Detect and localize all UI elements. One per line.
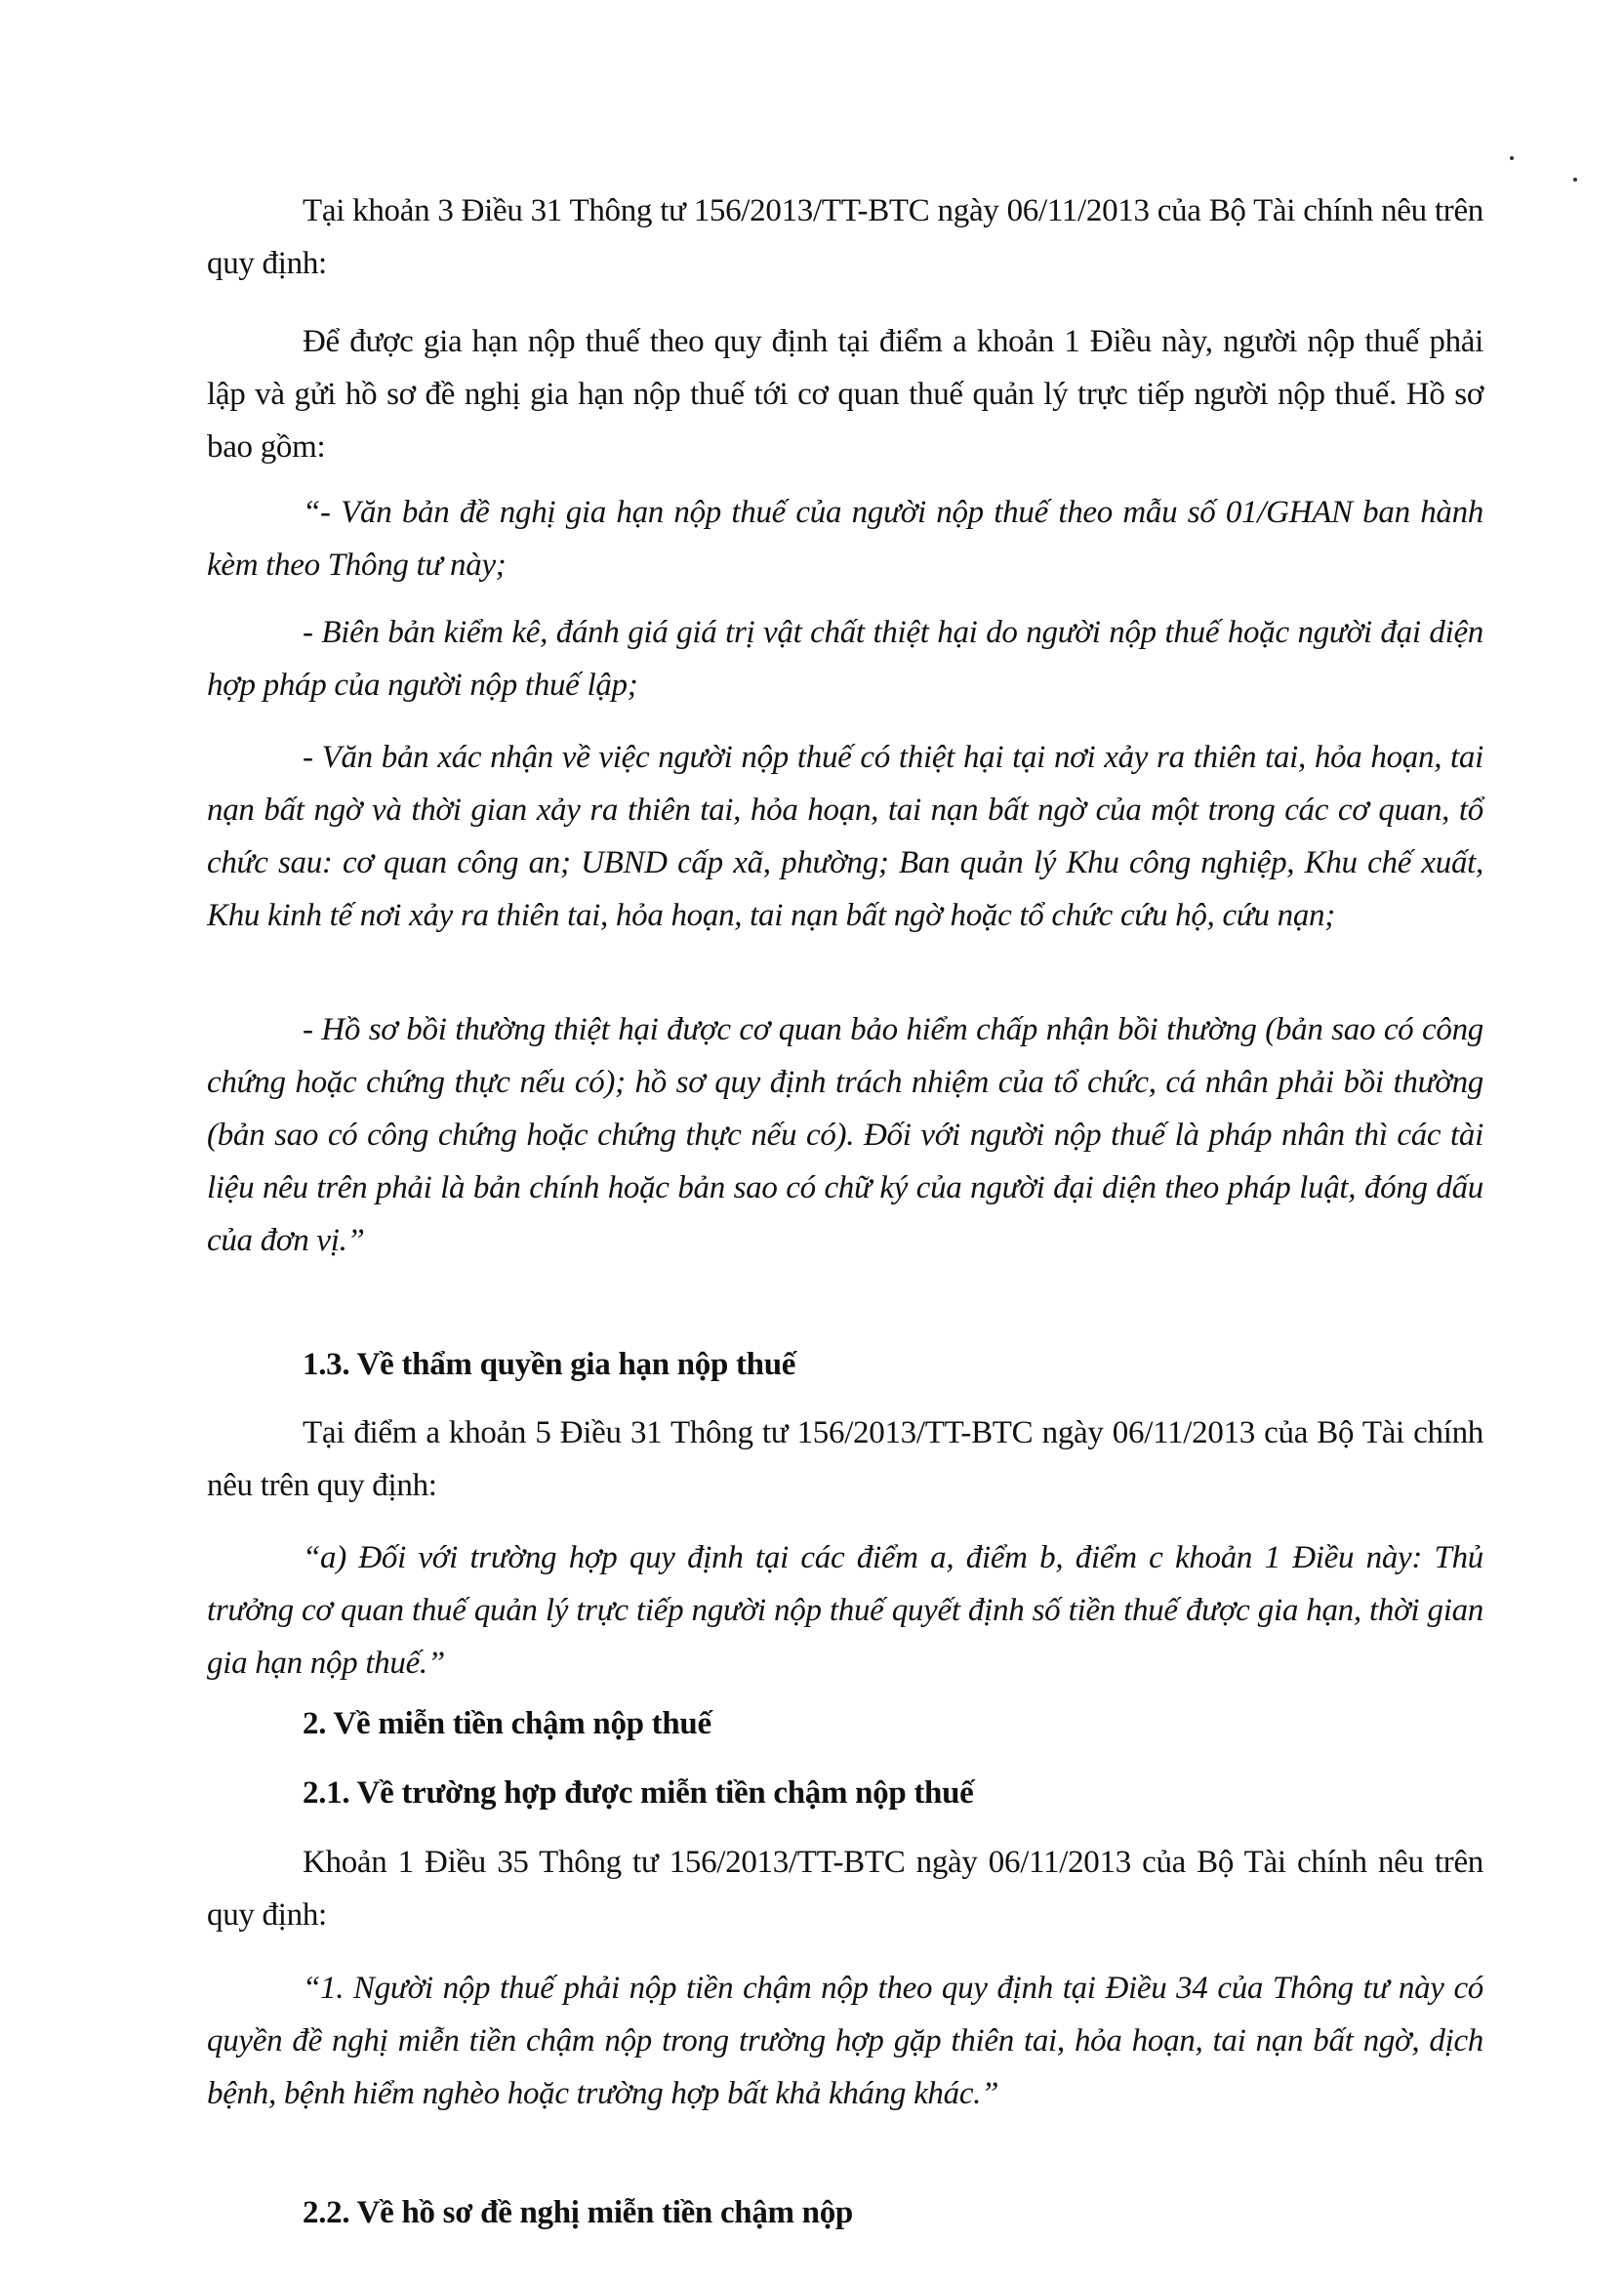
- quote-item: - Văn bản xác nhận về việc người nộp thuế có thiệt hại tại nơi xảy ra thiên tai, hỏa hoạn, tai nạn bất ngờ và thời gian xảy ra thiên tai, hỏa hoạn, tai nạn bất ngờ của một trong các cơ quan, tổ chức sau: cơ quan công an; UBND cấp xã, phường; Ban quản lý Khu công nghiệp, Khu chế xuất, Khu kinh tế nơi xảy ra thiên tai, hỏa hoạn, tai nạn bất ngờ hoặc tổ chức cứu hộ, cứu nạn;: [207, 740, 1483, 933]
- body-paragraph: Tại điểm a khoản 5 Điều 31 Thông tư 156/2013/TT-BTC ngày 06/11/2013 của Bộ Tài chính nêu trên quy định:: [207, 1415, 1483, 1503]
- body-paragraph: Để được gia hạn nộp thuế theo quy định tại điểm a khoản 1 Điều này, người nộp thuế phải lập và gửi hồ sơ đề nghị gia hạn nộp thuế tới cơ quan thuế quản lý trực tiếp người nộp thuế. Hồ sơ bao gồm:: [207, 324, 1483, 465]
- quote-item: “1. Người nộp thuế phải nộp tiền chậm nộp theo quy định tại Điều 34 của Thông tư này có quyền đề nghị miễn tiền chậm nộp trong trường hợp gặp thiên tai, hỏa hoạn, tai nạn bất ngờ, dịch bệnh, bệnh hiểm nghèo hoặc trường hợp bất khả kháng khác.”: [207, 1971, 1483, 2111]
- quote-item: - Biên bản kiểm kê, đánh giá giá trị vật chất thiệt hại do người nộp thuế hoặc người đại diện hợp pháp của người nộp thuế lập;: [207, 615, 1483, 703]
- section-heading: 1.3. Về thẩm quyền gia hạn nộp thuế: [303, 1347, 796, 1382]
- body-paragraph: Khoản 1 Điều 35 Thông tư 156/2013/TT-BTC ngày 06/11/2013 của Bộ Tài chính nêu trên quy định:: [207, 1845, 1483, 1933]
- scan-speck: [1573, 178, 1577, 182]
- quote-item: - Hồ sơ bồi thường thiệt hại được cơ quan bảo hiểm chấp nhận bồi thường (bản sao có công chứng hoặc chứng thực nếu có); hồ sơ quy định trách nhiệm của tổ chức, cá nhân phải bồi thường (bản sao có công chứng hoặc chứng thực nếu có). Đối với người nộp thuế là pháp nhân thì các tài liệu nêu trên phải là bản chính hoặc bản sao có chữ ký của người đại diện theo pháp luật, đóng dấu của đơn vị.”: [207, 1012, 1483, 1258]
- section-heading: 2.2. Về hồ sơ đề nghị miễn tiền chậm nộp: [303, 2195, 853, 2230]
- scan-speck: [1510, 156, 1514, 160]
- section-heading: 2.1. Về trường hợp được miễn tiền chậm nộp thuế: [303, 1775, 974, 1811]
- body-paragraph: Tại khoản 3 Điều 31 Thông tư 156/2013/TT-BTC ngày 06/11/2013 của Bộ Tài chính nêu trên quy định:: [207, 193, 1483, 281]
- quote-item: “- Văn bản đề nghị gia hạn nộp thuế của người nộp thuế theo mẫu số 01/GHAN ban hành kèm theo Thông tư này;: [207, 495, 1483, 583]
- section-heading: 2. Về miễn tiền chậm nộp thuế: [303, 1706, 711, 1741]
- quote-item: “a) Đối với trường hợp quy định tại các điểm a, điểm b, điểm c khoản 1 Điều này: Thủ trưởng cơ quan thuế quản lý trực tiếp người nộp thuế quyết định số tiền thuế được gia hạn, thời gian gia hạn nộp thuế.”: [207, 1540, 1483, 1681]
